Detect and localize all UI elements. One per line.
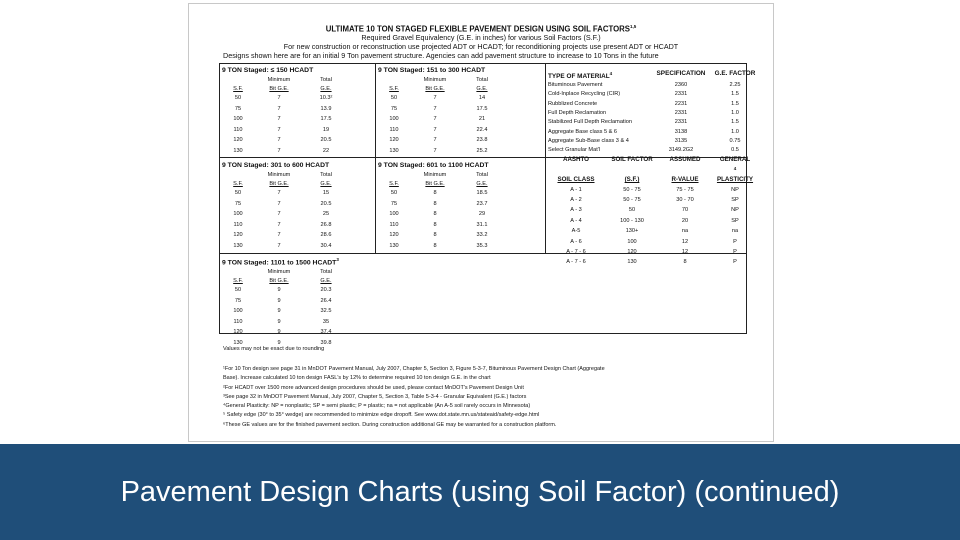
table-cell: 17.5 <box>320 116 332 122</box>
header-superscript: 4 <box>609 71 613 76</box>
table-row <box>222 188 348 199</box>
table-header: Bit G.E. <box>425 85 445 92</box>
table-title: 9 TON Staged: ≤ 150 HCADT <box>222 67 314 74</box>
table-cell: 23.8 <box>476 137 488 143</box>
table-row <box>378 199 504 210</box>
table-header: ASSUMED <box>669 156 701 163</box>
design-table-2 <box>378 66 504 156</box>
table-title: 9 TON Staged: 301 to 600 HCADT <box>222 162 330 169</box>
table-row <box>378 125 504 136</box>
table-title: 9 TON Staged: 151 to 300 HCADT <box>378 67 486 74</box>
table-cell: 7 <box>277 232 281 238</box>
table-row <box>548 137 758 146</box>
table-cell: 100 - 130 <box>620 217 644 224</box>
table-cell: 110 <box>389 126 399 133</box>
table-cell: 32.5 <box>320 308 332 315</box>
table-cell: 8 <box>433 232 437 238</box>
table-header: Total <box>476 172 488 178</box>
table-cell: 1.5 <box>731 100 739 107</box>
table-cell: 0.5 <box>731 147 739 154</box>
table-cell: 120 <box>389 137 399 143</box>
table-cell: A - 1 <box>570 186 582 193</box>
table-cell: 8 <box>683 259 687 266</box>
table-cell: 130 <box>627 259 637 266</box>
table-cell: 28.6 <box>320 232 332 238</box>
table-cell: SP <box>731 196 739 203</box>
table-cell: 100 <box>233 116 243 122</box>
table-cell: 18.5 <box>476 190 488 196</box>
title-superscript: 1,5 <box>629 24 637 29</box>
table-row <box>378 114 504 125</box>
table-row <box>548 185 760 195</box>
table-cell: 7 <box>277 116 281 122</box>
table-cell: 29 <box>478 211 486 217</box>
slide-caption: Pavement Design Charts (using Soil Factor) (continued) <box>120 476 840 508</box>
table-cell: 12 <box>681 249 689 255</box>
table-cell: 100 <box>233 211 243 217</box>
table-cell: 20.5 <box>320 200 332 207</box>
table-cell: 2.25 <box>729 82 741 89</box>
document-title-text: ULTIMATE 10 TON STAGED FLEXIBLE PAVEMENT DESIGN USING SOIL FACTORS <box>325 24 630 34</box>
table-row <box>548 195 760 205</box>
table-header: S.F. <box>389 85 399 92</box>
table-header <box>378 171 410 180</box>
table-header: Bit G.E. <box>425 180 445 187</box>
table-header: Bit G.E. <box>269 180 289 187</box>
document-instructions: For new construction or reconstruction use projected ADT or HCADT; for reconditioning projects use present ADT or HCADT <box>283 42 679 51</box>
table-row <box>548 237 760 247</box>
table-cell: 130 <box>233 339 243 346</box>
table-row <box>222 125 348 136</box>
table-cell: 15 <box>322 190 330 196</box>
table-cell: 9 <box>277 318 281 325</box>
table-header: SOIL FACTOR <box>611 156 653 163</box>
table-cell: 23.7 <box>476 200 488 207</box>
table-header: G.E. <box>320 277 332 284</box>
table-cell: 8 <box>433 211 437 217</box>
table-row <box>548 118 758 127</box>
table-cell: 7 <box>433 147 437 154</box>
table-cell: 50 <box>234 287 242 294</box>
table-header: S.F. <box>233 85 243 92</box>
document-design-note: Designs shown here are for an initial 9 Ton pavement structure. Agencies can add pavement structure to increase to 10 Tons in the future <box>223 51 659 60</box>
table-cell: A - 7 - 6 <box>566 259 586 266</box>
table-row <box>378 93 504 104</box>
table-header-text: TYPE OF MATERIAL <box>548 73 610 81</box>
table-cell: Full Depth Reclamation <box>548 110 607 117</box>
table-cell: 100 <box>627 238 637 245</box>
table-header: G.E. <box>320 180 332 187</box>
table-cell: 19 <box>322 126 330 133</box>
table-cell: 7 <box>277 126 281 133</box>
table-row <box>222 93 348 104</box>
table-row <box>222 146 348 157</box>
table-cell: 100 <box>389 211 399 217</box>
table-cell: 22 <box>322 147 330 154</box>
table-cell: 7 <box>277 147 281 154</box>
table-cell: 25.2 <box>476 147 488 154</box>
table-header: Bit G.E. <box>269 277 289 284</box>
table-title-text: 9 TON Staged: 1101 to 1500 HCADT <box>222 259 337 267</box>
table-row <box>222 230 348 241</box>
design-table-3 <box>222 161 348 251</box>
table-row <box>378 230 504 241</box>
table-cell: 7 <box>433 95 437 101</box>
table-cell: A - 2 <box>570 196 582 203</box>
design-table-4 <box>378 161 504 251</box>
table-header: Minimum <box>267 269 291 276</box>
table-cell: 3149.2G2 <box>668 147 694 154</box>
table-cell: 9 <box>277 287 281 294</box>
table-header: G.E. <box>476 85 488 92</box>
table-cell: 50 <box>234 190 242 196</box>
table-cell: 25 <box>322 211 330 217</box>
table-row <box>378 104 504 115</box>
table-cell: 2331 <box>674 119 688 126</box>
table-cell: 1.5 <box>731 119 739 126</box>
table-header: Minimum <box>423 77 447 83</box>
table-cell: Rubblized Concrete <box>548 100 598 107</box>
pavement-design-document <box>188 3 774 442</box>
table-cell: 100 <box>389 116 399 122</box>
table-cell: 7 <box>277 242 281 249</box>
table-header: Minimum <box>267 172 291 178</box>
table-row <box>378 241 504 252</box>
table-row <box>548 90 758 99</box>
table-cell: 1.0 <box>731 110 739 117</box>
table-cell: 7 <box>277 137 281 143</box>
table-cell: 130+ <box>625 228 639 235</box>
table-header <box>222 76 254 85</box>
table-row <box>378 135 504 146</box>
table-cell: 110 <box>233 126 243 133</box>
table-cell: 0.75 <box>729 137 741 144</box>
table-header <box>378 76 410 85</box>
table-cell: 3138 <box>674 128 688 135</box>
table-cell: 7 <box>433 116 437 122</box>
design-table-1 <box>222 66 348 156</box>
table-cell: 120 <box>233 329 243 336</box>
table-row <box>222 306 348 317</box>
table-row <box>222 220 348 231</box>
table-cell: 7 <box>277 211 281 217</box>
table-cell: 120 <box>627 249 637 255</box>
table-cell: Aggregate Base class 5 & 6 <box>548 128 618 135</box>
table-header: G.E. <box>320 85 332 92</box>
table-cell: Cold-Inplace Recycling (CIR) <box>548 91 621 98</box>
footnote: ³See page 32 in MnDOT Pavement Manual, July 2007, Chapter 5, Section 3, Table 5-3-4 - Granular Equivalent (G.E.) factors <box>223 393 527 400</box>
table-row <box>548 81 758 90</box>
table-cell: 50 <box>628 207 636 214</box>
table-row <box>378 220 504 231</box>
table-cell: 8 <box>433 200 437 207</box>
table-row <box>222 296 348 307</box>
design-tables-frame <box>219 63 756 346</box>
table-cell: P <box>733 259 737 266</box>
table-cell: P <box>733 238 737 245</box>
table-header: SOIL CLASS <box>557 176 595 184</box>
table-row <box>222 285 348 296</box>
table-title: 9 TON Staged: 601 to 1100 HCADT <box>378 162 489 169</box>
table-cell: 110 <box>233 318 243 325</box>
table-cell: 50 <box>234 95 242 101</box>
table-row <box>548 146 758 155</box>
document-subtitle: Required Gravel Equivalency (G.E. in inches) for various Soil Factors (S.F.) <box>361 33 601 42</box>
table-header <box>710 156 760 176</box>
table-cell: 75 - 75 <box>676 186 694 193</box>
table-cell: A - 4 <box>570 217 582 224</box>
table-row <box>548 205 760 215</box>
table-header: R-VALUE <box>671 176 699 184</box>
table-cell: 9 <box>277 308 281 315</box>
table-header: Total <box>320 172 332 178</box>
table-cell: 8 <box>433 221 437 228</box>
table-cell: 50 <box>390 190 398 196</box>
table-cell: SP <box>731 217 739 224</box>
table-header-text: GENERAL <box>719 156 751 163</box>
table-header: G.E. FACTOR <box>714 70 756 77</box>
table-cell: na <box>731 228 739 235</box>
table-header: Minimum <box>423 172 447 178</box>
table-cell: 13.9 <box>320 105 332 112</box>
table-cell: NP <box>731 186 739 193</box>
divider <box>220 253 375 254</box>
table-cell: 26.4 <box>320 297 332 304</box>
table-cell: 33.2 <box>476 232 488 238</box>
table-cell: 1.0 <box>731 128 739 135</box>
table-cell: 1.5 <box>731 91 739 98</box>
table-cell: 7 <box>277 190 281 196</box>
table-cell: 70 <box>681 207 689 214</box>
table-cell: 7 <box>277 95 281 101</box>
table-header: Total <box>320 269 332 276</box>
table-cell: 17.5 <box>476 105 488 112</box>
document-title <box>189 22 773 34</box>
table-cell: 20 <box>681 217 689 224</box>
table-cell: 110 <box>233 221 243 228</box>
table-cell: 75 <box>234 297 242 304</box>
divider <box>375 157 376 253</box>
table-cell: 20.3 <box>320 287 332 294</box>
table-cell: 50 - 75 <box>623 196 641 203</box>
material-factor-table <box>548 69 758 156</box>
table-cell: A - 6 <box>570 238 582 245</box>
table-row <box>378 188 504 199</box>
table-header: Total <box>476 77 488 83</box>
table-row <box>378 209 504 220</box>
table-cell: 120 <box>233 137 243 143</box>
table-cell: 7 <box>433 105 437 112</box>
footnote: Base). Increase calculated 10 ton design FASL's by 12% to determine required 10 ton design G.E. in the chart <box>223 375 491 382</box>
table-header: Bit G.E. <box>269 85 289 92</box>
table-row <box>222 317 348 328</box>
table-cell: A-5 <box>571 228 581 235</box>
table-cell: 75 <box>390 200 398 207</box>
table-row <box>222 104 348 115</box>
table-header: Minimum <box>267 77 291 83</box>
table-cell: 7 <box>277 200 281 207</box>
table-cell: 120 <box>389 232 399 238</box>
table-header: Total <box>320 77 332 83</box>
table-cell: 30.4 <box>320 242 332 249</box>
table-cell: 31.1 <box>476 221 488 228</box>
table-header <box>548 69 650 81</box>
divider <box>545 64 546 253</box>
divider <box>375 64 376 157</box>
table-cell: 2331 <box>674 91 688 98</box>
table-cell: 120 <box>233 232 243 238</box>
rounding-note: Values may not be exact due to rounding <box>223 346 325 352</box>
footnote: ²For HCADT over 1500 more advanced design procedures should be used, please contact MnDOT's Pavement Design Unit <box>223 384 524 391</box>
table-cell: 10.3² <box>319 95 333 101</box>
footnote: ⁵ Safety edge (30° to 35° wedge) are recommended to minimize edge dropoff. See www.dot.state.mn.us/stateaid/safety-edge.html <box>223 412 540 419</box>
table-cell: 8 <box>433 190 437 196</box>
table-row <box>548 247 760 257</box>
table-row <box>222 327 348 338</box>
table-cell: 20.5 <box>320 137 332 143</box>
table-cell: 9 <box>277 339 281 346</box>
table-cell: 130 <box>389 147 399 154</box>
footnote: ⁴General Plasticity: NP = nonplastic; SP = semi plastic; P = plastic; na = not applicable (An A-5 soil rarely occurs in Minnesota) <box>223 403 531 410</box>
table-cell: 39.8 <box>320 339 332 346</box>
table-row <box>548 216 760 226</box>
footnotes <box>223 365 763 430</box>
table-cell: 110 <box>389 221 399 228</box>
table-header: (S.F.) <box>624 176 640 184</box>
table-cell: 2360 <box>674 82 688 89</box>
table-cell: 130 <box>389 242 399 249</box>
table-cell: A - 7 - 6 <box>566 249 586 255</box>
table-cell: 7 <box>277 105 281 112</box>
table-header: S.F. <box>233 277 243 284</box>
table-header: PLASTICITY <box>716 176 754 184</box>
table-cell: 35 <box>322 318 330 325</box>
table-row <box>222 199 348 210</box>
table-header: G.E. <box>476 180 488 187</box>
table-cell: 21 <box>478 116 486 122</box>
table-cell: A - 3 <box>570 207 582 214</box>
table-cell: 30 - 70 <box>676 196 694 203</box>
table-cell: 75 <box>390 105 398 112</box>
table-cell: 130 <box>233 147 243 154</box>
table-cell: 7 <box>277 221 281 228</box>
footnote: ⁶These GE values are for the finished pavement section. During construction additional GE may be warranted for a construction platform. <box>223 421 557 428</box>
table-cell: 8 <box>433 242 437 249</box>
table-row <box>548 109 758 118</box>
table-cell: Select Granular Mat'l <box>548 147 601 154</box>
table-cell: 75 <box>234 105 242 112</box>
table-cell: NP <box>731 207 739 214</box>
table-row <box>548 257 760 267</box>
table-cell: Bituminous Pavement <box>548 82 603 89</box>
table-cell: 7 <box>433 126 437 133</box>
table-title <box>222 255 348 268</box>
table-cell: 12 <box>681 238 689 245</box>
table-header: S.F. <box>233 180 243 187</box>
table-header: S.F. <box>389 180 399 187</box>
table-row <box>222 114 348 125</box>
table-row <box>378 146 504 157</box>
table-cell: P <box>733 249 737 255</box>
table-row <box>222 241 348 252</box>
table-cell: 130 <box>233 242 243 249</box>
table-header <box>222 171 254 180</box>
table-cell: 22.4 <box>476 126 488 133</box>
table-header <box>222 268 254 277</box>
table-cell: Stabilized Full Depth Reclamation <box>548 119 632 126</box>
table-row <box>222 135 348 146</box>
table-cell: 26.8 <box>320 221 332 228</box>
table-header: AASHTO <box>562 156 589 163</box>
table-header: SPECIFICATION <box>656 70 706 77</box>
table-row <box>548 100 758 109</box>
table-cell: 2331 <box>674 110 688 117</box>
table-cell: 100 <box>233 308 243 315</box>
table-cell: 50 - 75 <box>623 186 641 193</box>
table-cell: 9 <box>277 329 281 336</box>
table-row <box>548 226 760 236</box>
table-cell: 14 <box>478 95 486 101</box>
table-cell: 7 <box>433 137 437 143</box>
table-row <box>548 128 758 137</box>
table-cell: 37.4 <box>320 329 332 336</box>
table-cell: 50 <box>390 95 398 101</box>
table-cell: 75 <box>234 200 242 207</box>
table-cell: 3135 <box>674 137 688 144</box>
footnote: ¹For 10 Ton design see page 31 in MnDOT Pavement Manual, July 2007, Chapter 5, Section 3, Figure 5-3-7, Bituminous Pavement Design Chart (Aggregate <box>223 366 605 372</box>
design-table-5 <box>222 255 348 348</box>
table-cell: 2231 <box>674 100 688 107</box>
table-row <box>222 209 348 220</box>
header-superscript: 4 <box>733 165 737 171</box>
table-cell: Aggregate Sub-Base class 3 & 4 <box>548 137 629 144</box>
title-superscript: 3 <box>336 257 339 262</box>
table-cell: 9 <box>277 297 281 304</box>
table-cell: 35.3 <box>476 242 488 249</box>
table-cell: na <box>681 228 689 235</box>
soil-class-table <box>548 156 760 268</box>
